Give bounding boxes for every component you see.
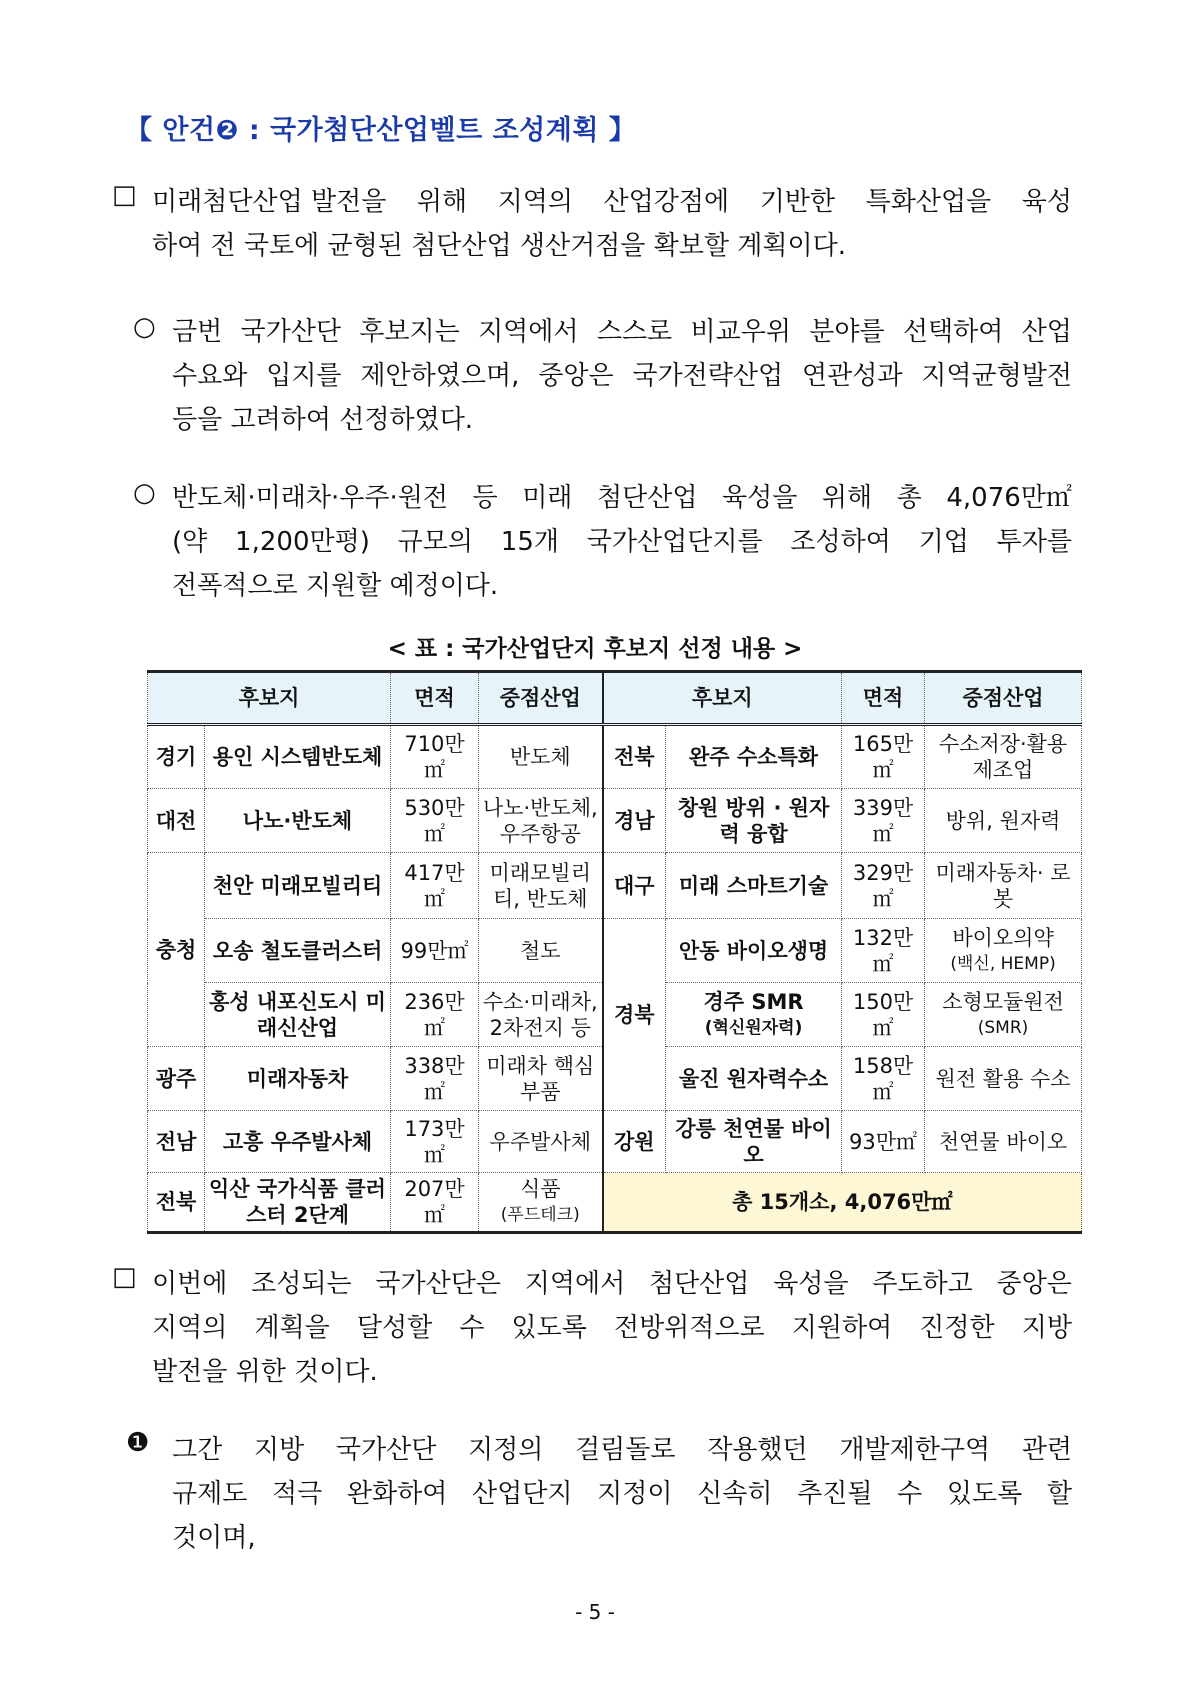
- industry-cell: 나노·반도체, 우주항공: [479, 789, 603, 853]
- industry-cell: [925, 983, 1082, 1047]
- word: 작용했던: [707, 1435, 808, 1465]
- word: 규제도: [172, 1479, 248, 1509]
- word: 미래첨단산업 발전을: [152, 187, 387, 217]
- word: 국가산단은: [375, 1269, 501, 1299]
- area-cell: 710만㎡: [391, 725, 479, 789]
- word: 있도록: [511, 1313, 587, 1343]
- word: 금번: [172, 317, 223, 347]
- column-header: 후보지: [603, 672, 842, 725]
- region-cell: 경남: [603, 789, 666, 853]
- word: 산업단지: [471, 1479, 573, 1509]
- word: 그간: [172, 1435, 223, 1465]
- region-cell: 전남: [148, 1111, 205, 1173]
- table-caption: < 표 : 국가산업단지 후보지 선정 내용 >: [387, 636, 803, 662]
- industry-sub: (백신, HEMP): [950, 953, 1056, 974]
- word: 개발제한구역: [839, 1435, 991, 1465]
- paragraph-4-line-1: [152, 1262, 1072, 1306]
- area-cell: 236만㎡: [391, 983, 479, 1047]
- industry-main: 바이오의약: [952, 925, 1054, 950]
- paragraph-2-line-3: 등을 고려하여 선정하였다.: [172, 405, 474, 435]
- word: 관련: [1021, 1435, 1072, 1465]
- industry-cell: 천연물 바이오: [925, 1111, 1082, 1173]
- word: 지원하여: [791, 1313, 893, 1343]
- region-cell: 전북: [148, 1173, 205, 1233]
- square-bullet-icon: □: [112, 180, 137, 210]
- word: 첨단산업: [596, 483, 698, 513]
- square-bullet-icon: □: [112, 1262, 137, 1292]
- word: 기반한: [759, 187, 836, 217]
- industry-cell: 철도: [479, 919, 603, 983]
- word: 육성: [1021, 187, 1072, 217]
- word: 특화산업을: [865, 187, 992, 217]
- word: 지정이: [597, 1479, 673, 1509]
- site-cell: 미래자동차: [205, 1047, 391, 1111]
- word: 규모의: [397, 527, 473, 557]
- paragraph-4: [152, 1262, 1072, 1394]
- total-cell: 총 15개소, 4,076만㎡: [603, 1173, 1082, 1233]
- area-cell: 165만 ㎡: [842, 725, 925, 789]
- area-cell: 207만㎡: [391, 1173, 479, 1233]
- site-cell: 창원 방위 · 원자력 융합: [666, 789, 842, 853]
- paragraph-4-line-3: 발전을 위한 것이다.: [152, 1357, 378, 1387]
- site-cell: 안동 바이오생명: [666, 919, 842, 983]
- word: 제안하였으며,: [360, 361, 520, 391]
- site-cell: 익산 국가식품 클러스터 2단계: [205, 1173, 391, 1233]
- word: 후보지는: [359, 317, 460, 347]
- paragraph-2-line-1: [172, 310, 1072, 354]
- site-cell: 오송 철도클러스터: [205, 919, 391, 983]
- site-cell: 고흥 우주발사체: [205, 1111, 391, 1173]
- table-row: [148, 853, 1082, 919]
- word: 선택하여: [902, 317, 1004, 347]
- region-cell: 대전: [148, 789, 205, 853]
- area-cell: 158만㎡: [842, 1047, 925, 1111]
- word: 산업강점에: [603, 187, 730, 217]
- site-cell: 용인 시스템반도체: [205, 725, 391, 789]
- word: 육성을: [773, 1269, 849, 1299]
- paragraph-3: [172, 476, 1072, 608]
- circle-bullet-icon: ○: [133, 312, 156, 342]
- word: 달성할: [356, 1313, 433, 1343]
- industry-main: 식품: [519, 1177, 561, 1201]
- word: 중앙은: [996, 1269, 1072, 1299]
- paragraph-3-line-1: [172, 476, 1072, 520]
- site-cell: 울진 원자력수소: [666, 1047, 842, 1111]
- region-cell: 충청: [148, 853, 205, 1047]
- word: 반도체·미래차·우주·원전: [172, 483, 448, 513]
- region-cell: 경북: [603, 919, 666, 1111]
- word: 미래: [522, 483, 573, 513]
- word: 첨단산업: [648, 1269, 750, 1299]
- word: 1,200만평): [235, 527, 370, 557]
- paragraph-5-line-2: [172, 1472, 1072, 1516]
- region-cell: 강원: [603, 1111, 666, 1173]
- word: 분야를: [809, 317, 885, 347]
- word: 총: [896, 483, 922, 513]
- word: 조성되는: [251, 1269, 352, 1299]
- word: 스스로: [596, 317, 673, 347]
- page-number: - 5 -: [575, 1600, 615, 1624]
- region-cell: 전북: [603, 725, 666, 789]
- table-row: [148, 919, 1082, 983]
- region-cell: 경기: [148, 725, 205, 789]
- industry-cell: [925, 919, 1082, 983]
- paragraph-1: [152, 180, 1072, 268]
- paragraph-1-line-1: [152, 180, 1072, 224]
- paragraph-2: [172, 310, 1072, 442]
- area-cell: 417만㎡: [391, 853, 479, 919]
- word: 비교우위: [690, 317, 791, 347]
- word: 추진될: [797, 1479, 873, 1509]
- word: 국가산단: [240, 317, 341, 347]
- industry-cell: 수소저장·활용 제조업: [925, 725, 1082, 789]
- word: 지역에서: [524, 1269, 626, 1299]
- table-row: [148, 1111, 1082, 1173]
- word: 할: [1046, 1479, 1072, 1509]
- industry-main: 소형모듈원전: [942, 989, 1064, 1014]
- word: 조성하여: [790, 527, 891, 557]
- area-cell: 173만㎡: [391, 1111, 479, 1173]
- word: 이번에: [152, 1269, 228, 1299]
- table-row: [148, 1173, 1082, 1233]
- industry-cell: [479, 1173, 603, 1233]
- industry-cell: 반도체: [479, 725, 603, 789]
- area-cell: 132만㎡: [842, 919, 925, 983]
- word: (약: [172, 527, 208, 557]
- word: 있도록: [946, 1479, 1023, 1509]
- paragraph-4-line-2: [152, 1306, 1072, 1350]
- industry-sub: (푸드테크): [500, 1205, 580, 1225]
- site-cell: 미래 스마트기술: [666, 853, 842, 919]
- industry-cell: 미래자동차· 로봇: [925, 853, 1082, 919]
- word: 지역에서: [478, 317, 579, 347]
- column-header: 면적: [391, 672, 479, 725]
- paragraph-5-line-1: [172, 1428, 1072, 1472]
- paragraph-5-line-3: 것이며,: [172, 1523, 256, 1553]
- word: 지방: [1021, 1313, 1072, 1343]
- column-header: 면적: [842, 672, 925, 725]
- section-title: 【 안건❷ : 국가첨단산업벨트 조성계획 】: [125, 115, 637, 146]
- industry-sub: (SMR): [977, 1017, 1029, 1038]
- site-cell: [666, 983, 842, 1047]
- area-cell: 93만㎡: [842, 1111, 925, 1173]
- word: 지역의: [497, 187, 573, 217]
- paragraph-2-line-2: [172, 354, 1072, 398]
- word: 투자를: [996, 527, 1072, 557]
- industry-cell: 원전 활용 수소: [925, 1047, 1082, 1111]
- word: 수요와: [172, 361, 248, 391]
- site-cell: 천안 미래모빌리티: [205, 853, 391, 919]
- area-cell: 99만㎡: [391, 919, 479, 983]
- area-cell: 530만㎡: [391, 789, 479, 853]
- word: 육성을: [721, 483, 798, 513]
- word: 국가산업단지를: [586, 527, 763, 557]
- area-cell: 150만㎡: [842, 983, 925, 1047]
- word: 산업: [1021, 317, 1072, 347]
- word: 적극: [272, 1479, 323, 1509]
- word: 신속히: [697, 1479, 773, 1509]
- industry-cell: 우주발사체: [479, 1111, 603, 1173]
- site-cell: 나노·반도체: [205, 789, 391, 853]
- word: 걸림돌로: [575, 1435, 676, 1465]
- word: 등: [472, 483, 498, 513]
- region-cell: 광주: [148, 1047, 205, 1111]
- site-main: 경주 SMR: [703, 989, 804, 1014]
- word: 국가전략산업: [632, 361, 784, 391]
- column-header: 중점산업: [925, 672, 1082, 725]
- word: 국가산단: [335, 1435, 437, 1465]
- word: 중앙은: [538, 361, 614, 391]
- paragraph-1-line-2: 하여 전 국토에 균형된 첨단산업 생산거점을 확보할 계획이다.: [152, 231, 847, 261]
- word: 수: [459, 1313, 485, 1343]
- word: 완화하여: [346, 1479, 448, 1509]
- industry-cell: 방위, 원자력: [925, 789, 1082, 853]
- site-cell: 완주 수소특화: [666, 725, 842, 789]
- industry-cell: 미래차 핵심부품: [479, 1047, 603, 1111]
- word: 지역균형발전: [921, 361, 1072, 391]
- area-cell: 339만㎡: [842, 789, 925, 853]
- word: 지역의: [152, 1313, 228, 1343]
- word: 전방위적으로: [613, 1313, 765, 1343]
- paragraph-3-line-3: 전폭적으로 지원할 예정이다.: [172, 571, 499, 601]
- word: 지방: [253, 1435, 305, 1465]
- table-row: [148, 789, 1082, 853]
- table-row: [148, 725, 1082, 789]
- region-cell: 대구: [603, 853, 666, 919]
- word: 수: [897, 1479, 923, 1509]
- word: 입지를: [266, 361, 342, 391]
- industry-cell: 수소·미래차, 2차전지 등: [479, 983, 603, 1047]
- candidate-sites-table: [147, 670, 1082, 1234]
- circle-bullet-icon: ○: [133, 478, 156, 508]
- word: 계획을: [254, 1313, 330, 1343]
- word: 위해: [416, 187, 468, 217]
- table-header-row: [148, 672, 1082, 725]
- word: 기업: [918, 527, 969, 557]
- area-cell: 338만㎡: [391, 1047, 479, 1111]
- site-sub: (혁신원자력): [704, 1017, 803, 1038]
- site-cell: 강릉 천연물 바이오: [666, 1111, 842, 1173]
- number-one-bullet-icon: ❶: [126, 1428, 150, 1458]
- paragraph-3-line-2: [172, 520, 1072, 564]
- word: 주도하고: [872, 1269, 973, 1299]
- industry-cell: 미래모빌리티, 반도체: [479, 853, 603, 919]
- word: 4,076만㎡: [946, 483, 1072, 513]
- column-header: 후보지: [148, 672, 391, 725]
- paragraph-5: [172, 1428, 1072, 1560]
- word: 15개: [500, 527, 559, 557]
- area-cell: 329만㎡: [842, 853, 925, 919]
- word: 진정한: [919, 1313, 995, 1343]
- column-header: 중점산업: [479, 672, 603, 725]
- word: 지정의: [468, 1435, 544, 1465]
- word: 위해: [821, 483, 873, 513]
- site-cell: 홍성 내포신도시 미래신산업: [205, 983, 391, 1047]
- word: 연관성과: [801, 361, 903, 391]
